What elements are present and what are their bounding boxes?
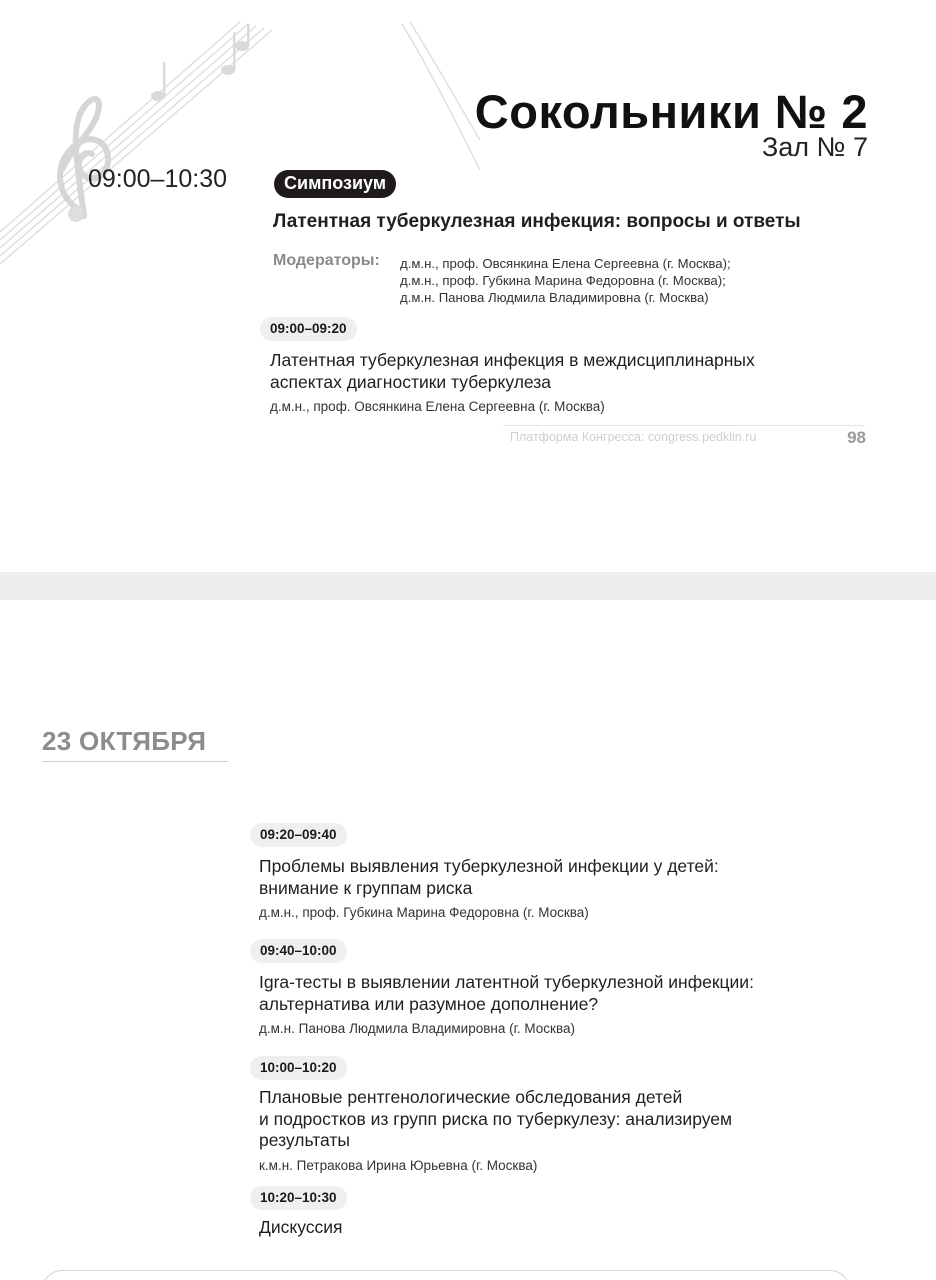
next-block-frame (42, 1270, 850, 1280)
talk-title-line: и подростков из групп риска по туберкулезу: анализируем (259, 1108, 733, 1129)
talk-title-line: альтернатива или разумное дополнение? (259, 993, 599, 1014)
talk-time: 09:00–09:20 (260, 317, 357, 341)
page-number: 98 (847, 428, 866, 447)
program-page-99 (0, 600, 936, 1280)
music-note-icon (151, 24, 250, 101)
talk-time: 09:40–10:00 (250, 939, 347, 963)
session-type-badge: Симпозиум (274, 170, 396, 198)
moderator-item: д.м.н., проф. Губкина Марина Федоровна (г. Москва); (400, 273, 726, 288)
moderators-label: Модераторы: (273, 252, 380, 269)
talk-speaker: к.м.н. Петракова Ирина Юрьевна (г. Москва) (259, 1157, 538, 1173)
talk-title-line: Плановые рентгенологические обследования детей (259, 1087, 683, 1107)
talk-title (259, 856, 719, 899)
session-time: 09:00–10:30 (88, 165, 228, 193)
talk-title-line: аспектах диагностики туберкулеза (270, 371, 552, 392)
talk-item (250, 1056, 732, 1173)
talk-item (250, 1186, 347, 1239)
talk-title-line: результаты (259, 1130, 350, 1150)
talk-item (260, 317, 755, 414)
talk-time: 10:00–10:20 (250, 1056, 347, 1080)
session-title: Латентная туберкулезная инфекция: вопросы и ответы (273, 211, 801, 232)
moderator-item: д.м.н., проф. Овсянкина Елена Сергеевна (г. Москва); (400, 256, 731, 271)
talk-time: 10:20–10:30 (250, 1186, 347, 1210)
talk-title (270, 350, 755, 393)
moderators-list (400, 255, 731, 306)
date-underline (42, 761, 228, 762)
talk-item (250, 823, 719, 920)
page-gap (0, 572, 936, 600)
hall-title: Сокольники № 2 (474, 85, 868, 138)
talk-title (259, 1217, 347, 1239)
date-heading: 23 ОКТЯБРЯ (42, 726, 207, 756)
talk-time: 09:20–09:40 (250, 823, 347, 847)
talk-speaker: д.м.н., проф. Губкина Марина Федоровна (г. Москва) (259, 905, 589, 920)
talk-title-line: Латентная туберкулезная инфекция в междисциплинарных (270, 350, 755, 370)
talk-title (259, 972, 754, 1015)
talk-title-line: внимание к группам риска (259, 877, 473, 898)
talk-speaker: д.м.н. Панова Людмила Владимировна (г. Москва) (259, 1021, 575, 1036)
talk-title-line: Igra-тесты в выявлении латентной туберкулезной инфекции: (259, 972, 754, 992)
footer-platform-link[interactable]: Платформа Конгресса: congress.pedklin.ru (510, 430, 757, 444)
footer-divider (503, 425, 865, 426)
talk-speaker: д.м.н., проф. Овсянкина Елена Сергеевна (г. Москва) (270, 399, 605, 414)
hall-subtitle: Зал № 7 (761, 132, 868, 162)
talk-title (259, 1087, 732, 1152)
program-page-98 (0, 0, 936, 572)
talk-item (250, 939, 754, 1036)
talk-title-line: Дискуссия (259, 1217, 343, 1237)
talk-title-line: Проблемы выявления туберкулезной инфекции у детей: (259, 856, 719, 876)
moderator-item: д.м.н. Панова Людмила Владимировна (г. Москва) (400, 290, 709, 305)
